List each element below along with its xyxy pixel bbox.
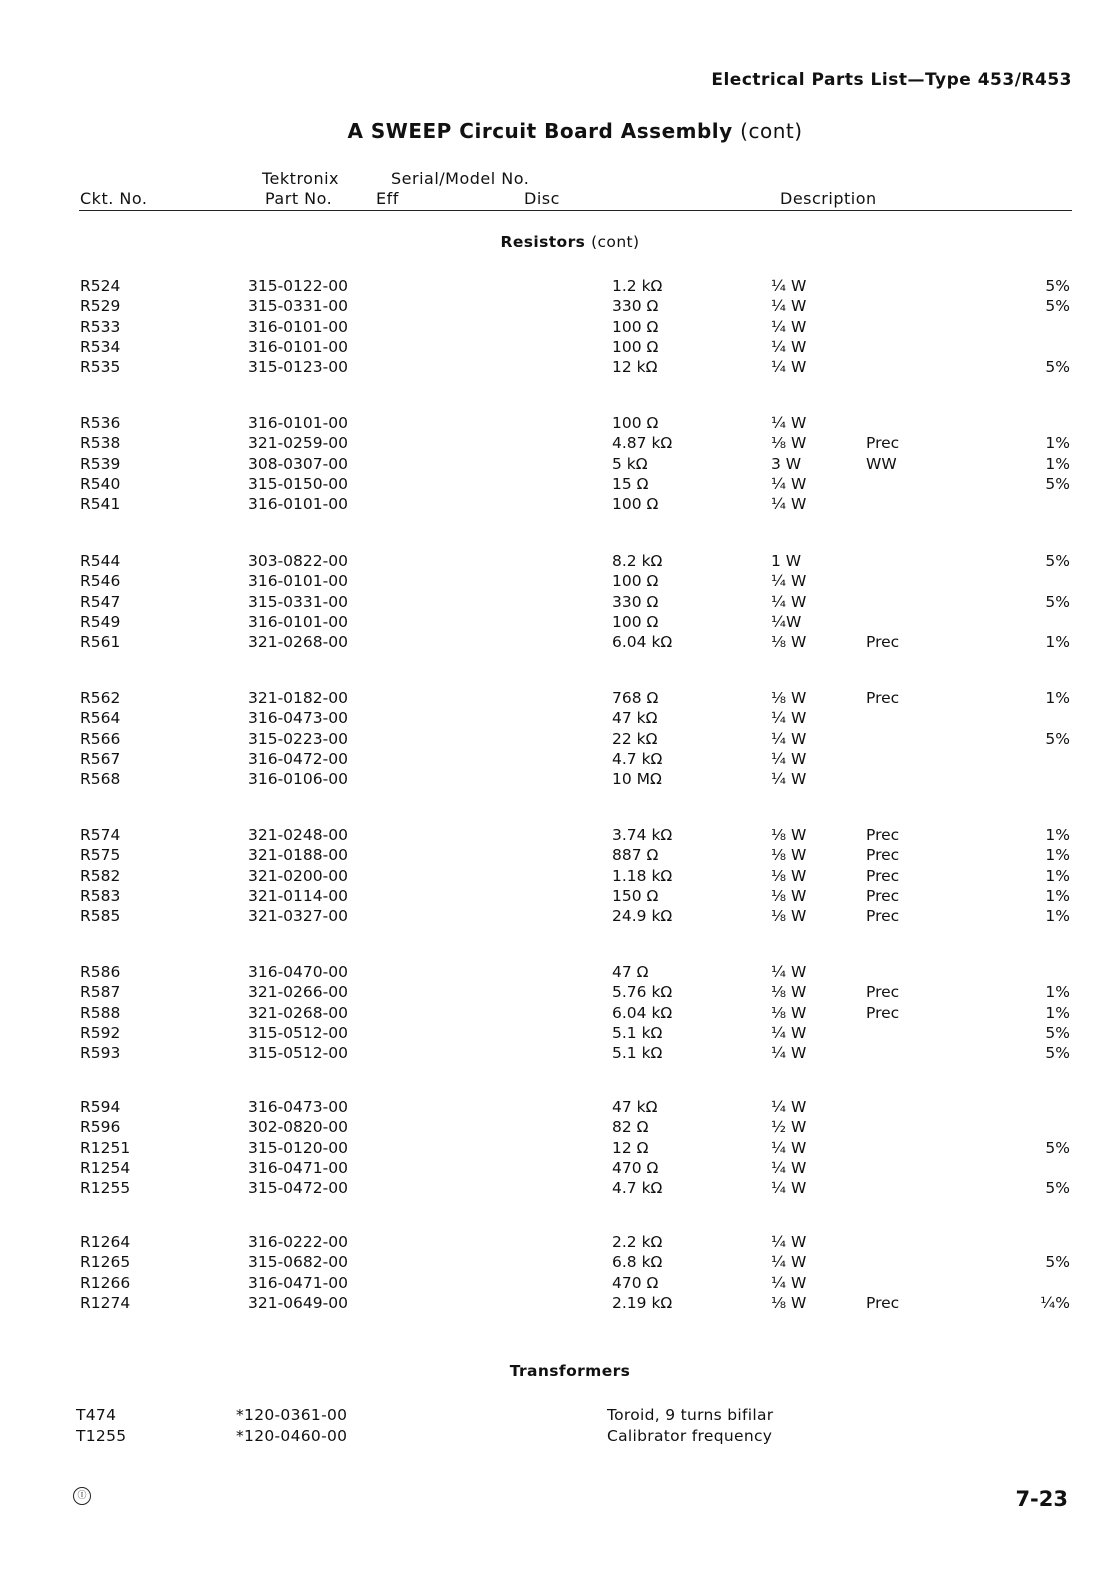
resistor-type: Prec [866,866,900,885]
wattage: ¼ W [771,770,807,789]
resistance-value: 470 Ω [612,1158,659,1177]
publisher-logo-icon: Ⓘ [73,1487,91,1505]
ckt-number: R575 [80,846,121,865]
wattage: ¼ W [771,358,807,377]
part-number: 302-0820-00 [248,1118,348,1137]
section-transformers: Transformers [509,1362,631,1380]
ckt-number: R594 [80,1098,121,1116]
wattage: ¼ W [771,1023,807,1042]
table-row [0,689,1108,709]
ckt-number: R538 [80,434,121,453]
part-number: 321-0259-00 [248,434,348,453]
section-resistors-title: Resistors [500,233,586,251]
part-number: 321-0114-00 [248,886,348,905]
tolerance: 5% [1045,277,1070,295]
table-row [0,1179,1108,1199]
resistance-value: 5.1 kΩ [612,1023,663,1042]
section-resistors [0,233,1108,251]
table-row [0,414,1108,434]
part-number: 315-0331-00 [248,592,348,611]
resistance-value: 12 Ω [612,1138,649,1157]
resistance-value: 100 Ω [612,572,659,591]
table-row [0,709,1108,729]
wattage: ⅛ W [771,826,807,844]
table-row [0,730,1108,750]
tolerance: 5% [1045,729,1070,748]
part-number: 316-0222-00 [248,1233,348,1251]
part-number: 316-0101-00 [248,317,348,336]
part-number: 321-0248-00 [248,826,348,844]
description: Calibrator frequency [607,1426,773,1445]
table-row [0,750,1108,770]
ckt-number: R539 [80,454,121,473]
resistor-type: Prec [866,983,900,1002]
table-row [0,475,1108,495]
part-number: 316-0101-00 [248,572,348,591]
table-row [0,983,1108,1003]
resistance-value: 24.9 kΩ [612,907,673,926]
part-number: 315-0512-00 [248,1023,348,1042]
wattage: ¼ W [771,1253,807,1272]
tolerance: 1% [1045,434,1070,453]
resistance-value: 15 Ω [612,474,649,493]
tolerance: 5% [1045,474,1070,493]
tolerance: 5% [1045,358,1070,377]
col-tektronix: Tektronix [262,169,340,188]
table-row [0,907,1108,927]
part-number: 321-0200-00 [248,866,348,885]
part-number: 316-0101-00 [248,337,348,356]
table-row [0,297,1108,317]
description: Toroid, 9 turns bifilar [607,1406,774,1424]
ckt-number: R1274 [80,1293,131,1312]
table-row [0,1294,1108,1314]
part-number: 321-0182-00 [248,689,348,707]
ckt-number: R596 [80,1118,121,1137]
wattage: ¼ W [771,709,807,728]
wattage: ⅛ W [771,1293,807,1312]
resistance-value: 150 Ω [612,886,659,905]
resistor-type: Prec [866,907,900,926]
wattage: ¼ W [771,592,807,611]
resistance-value: 100 Ω [612,414,659,432]
part-number: 321-0266-00 [248,983,348,1002]
ckt-number: R549 [80,612,121,631]
wattage: ¼ W [771,1158,807,1177]
wattage: ⅛ W [771,983,807,1002]
ckt-number: R582 [80,866,121,885]
wattage: ¼ W [771,729,807,748]
col-eff: Eff [376,189,399,208]
tolerance: 5% [1045,592,1070,611]
table-row [0,633,1108,653]
wattage: ⅛ W [771,689,807,707]
tolerance: 1% [1045,846,1070,865]
ckt-number: R574 [80,826,121,844]
ckt-number: R1254 [80,1158,131,1177]
tolerance: 5% [1045,1044,1070,1063]
tolerance: 5% [1045,1023,1070,1042]
table-row [0,867,1108,887]
resistance-value: 2.2 kΩ [612,1233,663,1251]
part-number: 315-0682-00 [248,1253,348,1272]
ckt-number: R586 [80,963,121,981]
wattage: ¼ W [771,414,807,432]
wattage: ¼ W [771,495,807,514]
ckt-number: R535 [80,358,121,377]
tolerance: 1% [1045,886,1070,905]
resistor-type: WW [866,454,897,473]
col-serial-model: Serial/Model No. [391,169,530,188]
tolerance: 5% [1045,552,1070,570]
ckt-number: R583 [80,886,121,905]
wattage: 1 W [771,552,802,570]
resistance-value: 5 kΩ [612,454,648,473]
ckt-number: R1265 [80,1253,131,1272]
part-number: 315-0472-00 [248,1179,348,1198]
wattage: ⅛ W [771,886,807,905]
table-row [0,552,1108,572]
ckt-number: R524 [80,277,121,295]
ckt-number: R534 [80,337,121,356]
wattage: ¼ W [771,474,807,493]
table-row [0,826,1108,846]
resistance-value: 12 kΩ [612,358,658,377]
resistance-value: 100 Ω [612,317,659,336]
part-number: 315-0512-00 [248,1044,348,1063]
table-row [0,1427,1108,1447]
part-number: 315-0123-00 [248,358,348,377]
table-row [0,318,1108,338]
wattage: ⅛ W [771,846,807,865]
tolerance: 5% [1045,1138,1070,1157]
part-number: 316-0106-00 [248,770,348,789]
ckt-number: R587 [80,983,121,1002]
tolerance: 1% [1045,454,1070,473]
wattage: ¼ W [771,1138,807,1157]
ckt-number: R561 [80,633,121,652]
page-title [0,119,1108,143]
part-number: *120-0460-00 [236,1426,348,1445]
ckt-number: R568 [80,770,121,789]
wattage: ¼ W [771,1044,807,1063]
ckt-number: R593 [80,1044,121,1063]
table-row [0,1044,1108,1064]
wattage: ⅛ W [771,866,807,885]
wattage: ¼ W [771,277,807,295]
wattage: ⅛ W [771,907,807,926]
resistance-value: 4.7 kΩ [612,1179,663,1198]
resistance-value: 8.2 kΩ [612,552,663,570]
table-row [0,1004,1108,1024]
wattage: ¼ W [771,963,807,981]
table-row [0,358,1108,378]
wattage: ⅛ W [771,633,807,652]
ckt-number: R529 [80,297,121,316]
resistance-value: 470 Ω [612,1273,659,1292]
table-row [0,593,1108,613]
resistance-value: 100 Ω [612,495,659,514]
wattage: ¼W [771,612,802,631]
part-number: 321-0327-00 [248,907,348,926]
wattage: ¼ W [771,572,807,591]
resistance-value: 768 Ω [612,689,659,707]
ckt-number: R1255 [80,1179,131,1198]
col-part-no: Part No. [265,189,333,208]
tolerance: 1% [1045,826,1070,844]
table-row [0,277,1108,297]
part-number: *120-0361-00 [236,1406,348,1424]
resistance-value: 3.74 kΩ [612,826,673,844]
part-number: 321-0188-00 [248,846,348,865]
ckt-number: T474 [76,1406,117,1424]
tolerance: 1% [1045,983,1070,1002]
resistance-value: 5.76 kΩ [612,983,673,1002]
resistance-value: 100 Ω [612,337,659,356]
part-number: 315-0120-00 [248,1138,348,1157]
ckt-number: R540 [80,474,121,493]
ckt-number: R547 [80,592,121,611]
part-number: 316-0473-00 [248,709,348,728]
header-rule [79,210,1072,211]
resistor-type: Prec [866,1293,900,1312]
table-row [0,1024,1108,1044]
ckt-number: R564 [80,709,121,728]
part-number: 315-0331-00 [248,297,348,316]
tolerance: 1% [1045,689,1070,707]
ckt-number: R588 [80,1003,121,1022]
ckt-number: R566 [80,729,121,748]
part-number: 316-0101-00 [248,414,348,432]
wattage: ⅛ W [771,1003,807,1022]
section-resistors-cont: (cont) [591,233,640,251]
part-number: 316-0471-00 [248,1273,348,1292]
tolerance: 1% [1045,907,1070,926]
ckt-number: T1255 [76,1426,127,1445]
col-disc: Disc [524,189,560,208]
part-number: 315-0150-00 [248,474,348,493]
ckt-number: R585 [80,907,121,926]
resistance-value: 6.04 kΩ [612,633,673,652]
part-number: 321-0268-00 [248,1003,348,1022]
ckt-number: R1266 [80,1273,131,1292]
part-number: 321-0649-00 [248,1293,348,1312]
ckt-number: R541 [80,495,121,514]
resistance-value: 330 Ω [612,592,659,611]
resistance-value: 82 Ω [612,1118,649,1137]
table-row [0,1253,1108,1273]
resistance-value: 1.18 kΩ [612,866,673,885]
tolerance: 5% [1045,1253,1070,1272]
wattage: 3 W [771,454,802,473]
table-row [0,434,1108,454]
wattage: ¼ W [771,1233,807,1251]
resistance-value: 1.2 kΩ [612,277,663,295]
resistance-value: 6.04 kΩ [612,1003,673,1022]
wattage: ¼ W [771,1098,807,1116]
title-main: A SWEEP Circuit Board Assembly [347,119,733,143]
page-number: 7-23 [1015,1487,1068,1511]
resistance-value: 10 MΩ [612,770,662,789]
resistor-type: Prec [866,434,900,453]
table-row [0,1406,1108,1426]
tolerance: 1% [1045,1003,1070,1022]
table-row [0,887,1108,907]
resistor-type: Prec [866,633,900,652]
resistor-type: Prec [866,689,900,707]
table-row [0,495,1108,515]
ckt-number: R533 [80,317,121,336]
ckt-number: R592 [80,1023,121,1042]
wattage: ½ W [771,1118,807,1137]
table-row [0,846,1108,866]
table-row [0,1159,1108,1179]
wattage: ¼ W [771,749,807,768]
table-row [0,338,1108,358]
resistor-type: Prec [866,826,900,844]
table-row [0,1139,1108,1159]
running-header: Electrical Parts List—Type 453/R453 [711,70,1072,90]
resistance-value: 47 kΩ [612,709,658,728]
tolerance: 1% [1045,866,1070,885]
wattage: ¼ W [771,297,807,316]
table-row [0,1274,1108,1294]
tolerance: ¼% [1040,1293,1070,1312]
tolerance: 5% [1045,1179,1070,1198]
ckt-number: R536 [80,414,121,432]
part-number: 315-0122-00 [248,277,348,295]
wattage: ¼ W [771,1179,807,1198]
resistance-value: 22 kΩ [612,729,658,748]
ckt-number: R567 [80,749,121,768]
part-number: 316-0471-00 [248,1158,348,1177]
table-row [0,1233,1108,1253]
ckt-number: R546 [80,572,121,591]
table-row [0,1118,1108,1138]
wattage: ¼ W [771,337,807,356]
table-row [0,455,1108,475]
ckt-number: R1264 [80,1233,131,1251]
tolerance: 1% [1045,633,1070,652]
resistance-value: 2.19 kΩ [612,1293,673,1312]
resistance-value: 47 Ω [612,963,649,981]
wattage: ¼ W [771,1273,807,1292]
part-number: 316-0101-00 [248,495,348,514]
part-number: 321-0268-00 [248,633,348,652]
ckt-number: R562 [80,689,121,707]
resistance-value: 100 Ω [612,612,659,631]
table-row [0,572,1108,592]
resistance-value: 6.8 kΩ [612,1253,663,1272]
table-row [0,613,1108,633]
resistance-value: 4.7 kΩ [612,749,663,768]
resistor-type: Prec [866,886,900,905]
part-number: 316-0101-00 [248,612,348,631]
resistance-value: 47 kΩ [612,1098,658,1116]
table-row [0,770,1108,790]
tolerance: 5% [1045,297,1070,316]
part-number: 316-0472-00 [248,749,348,768]
wattage: ⅛ W [771,434,807,453]
ckt-number: R1251 [80,1138,131,1157]
col-ckt-no: Ckt. No. [80,189,148,208]
table-row [0,963,1108,983]
part-number: 308-0307-00 [248,454,348,473]
ckt-number: R544 [80,552,121,570]
wattage: ¼ W [771,317,807,336]
part-number: 316-0473-00 [248,1098,348,1116]
part-number: 315-0223-00 [248,729,348,748]
resistance-value: 887 Ω [612,846,659,865]
resistance-value: 4.87 kΩ [612,434,673,453]
title-cont: (cont) [740,119,803,143]
resistance-value: 5.1 kΩ [612,1044,663,1063]
col-description: Description [780,189,877,208]
table-row [0,1098,1108,1118]
resistor-type: Prec [866,1003,900,1022]
part-number: 303-0822-00 [248,552,348,570]
resistance-value: 330 Ω [612,297,659,316]
part-number: 316-0470-00 [248,963,348,981]
resistor-type: Prec [866,846,900,865]
